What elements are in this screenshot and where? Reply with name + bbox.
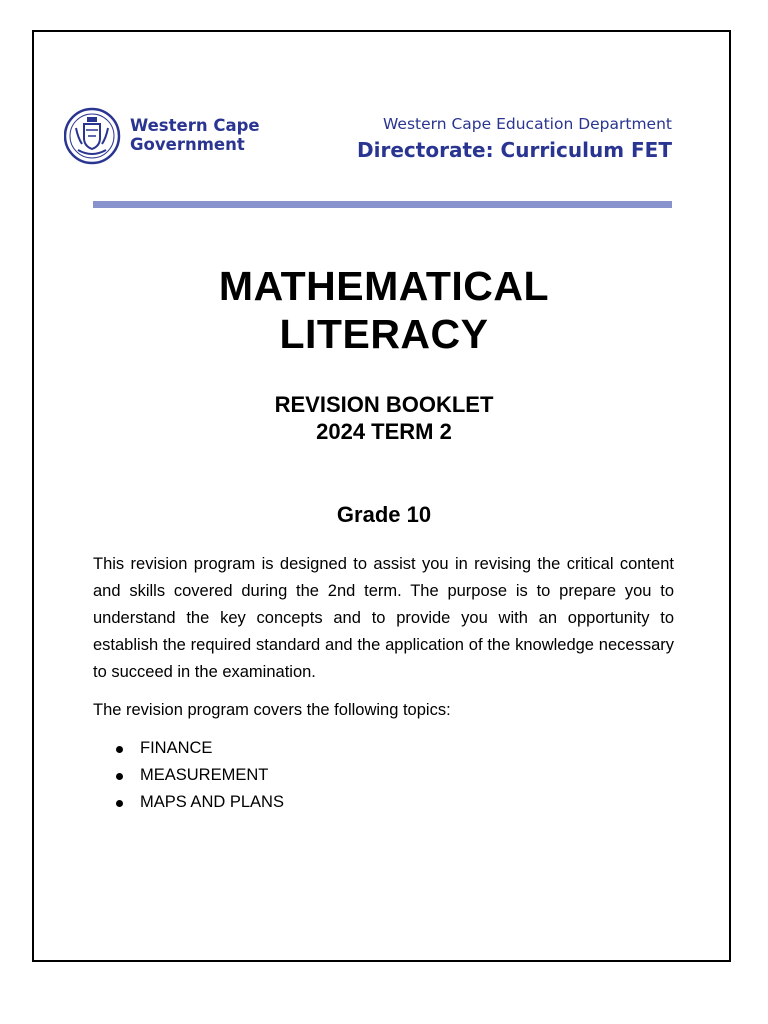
grade-label: Grade 10	[336, 502, 432, 527]
topics-list	[93, 735, 674, 816]
directorate-name: Directorate: Curriculum FET	[357, 138, 672, 162]
logo-text-line-2: Government	[130, 135, 245, 154]
subtitle-line-1: REVISION BOOKLET	[274, 392, 494, 417]
intro-paragraph: This revision program is designed to assist you in revising the critical content and skills covered during the 2nd term. The purpose is to prepare you to understand the key concepts and to provide you with an opportunity to establish the required standard and the application of the knowledge necessary to succeed in the examination.	[93, 555, 674, 681]
logo-text-line-1: Western Cape	[130, 116, 260, 135]
title-line-1: MATHEMATICAL	[218, 263, 550, 309]
department-heading	[357, 114, 672, 164]
topics-intro: The revision program covers the following topics:	[93, 701, 451, 719]
header-divider	[93, 201, 672, 208]
list-item: MAPS AND PLANS	[93, 789, 674, 816]
western-cape-government-logo	[64, 106, 264, 166]
subtitle-line-2: 2024 TERM 2	[316, 419, 452, 444]
page-border	[32, 30, 731, 962]
logo-wordmark	[130, 116, 260, 154]
coat-of-arms-icon	[64, 106, 124, 166]
list-item: MEASUREMENT	[93, 762, 674, 789]
document-title	[0, 262, 768, 358]
title-line-2: LITERACY	[279, 311, 489, 357]
department-name: Western Cape Education Department	[382, 115, 672, 133]
body-text	[93, 551, 674, 816]
list-item: FINANCE	[93, 735, 674, 762]
document-subtitle	[0, 391, 768, 445]
